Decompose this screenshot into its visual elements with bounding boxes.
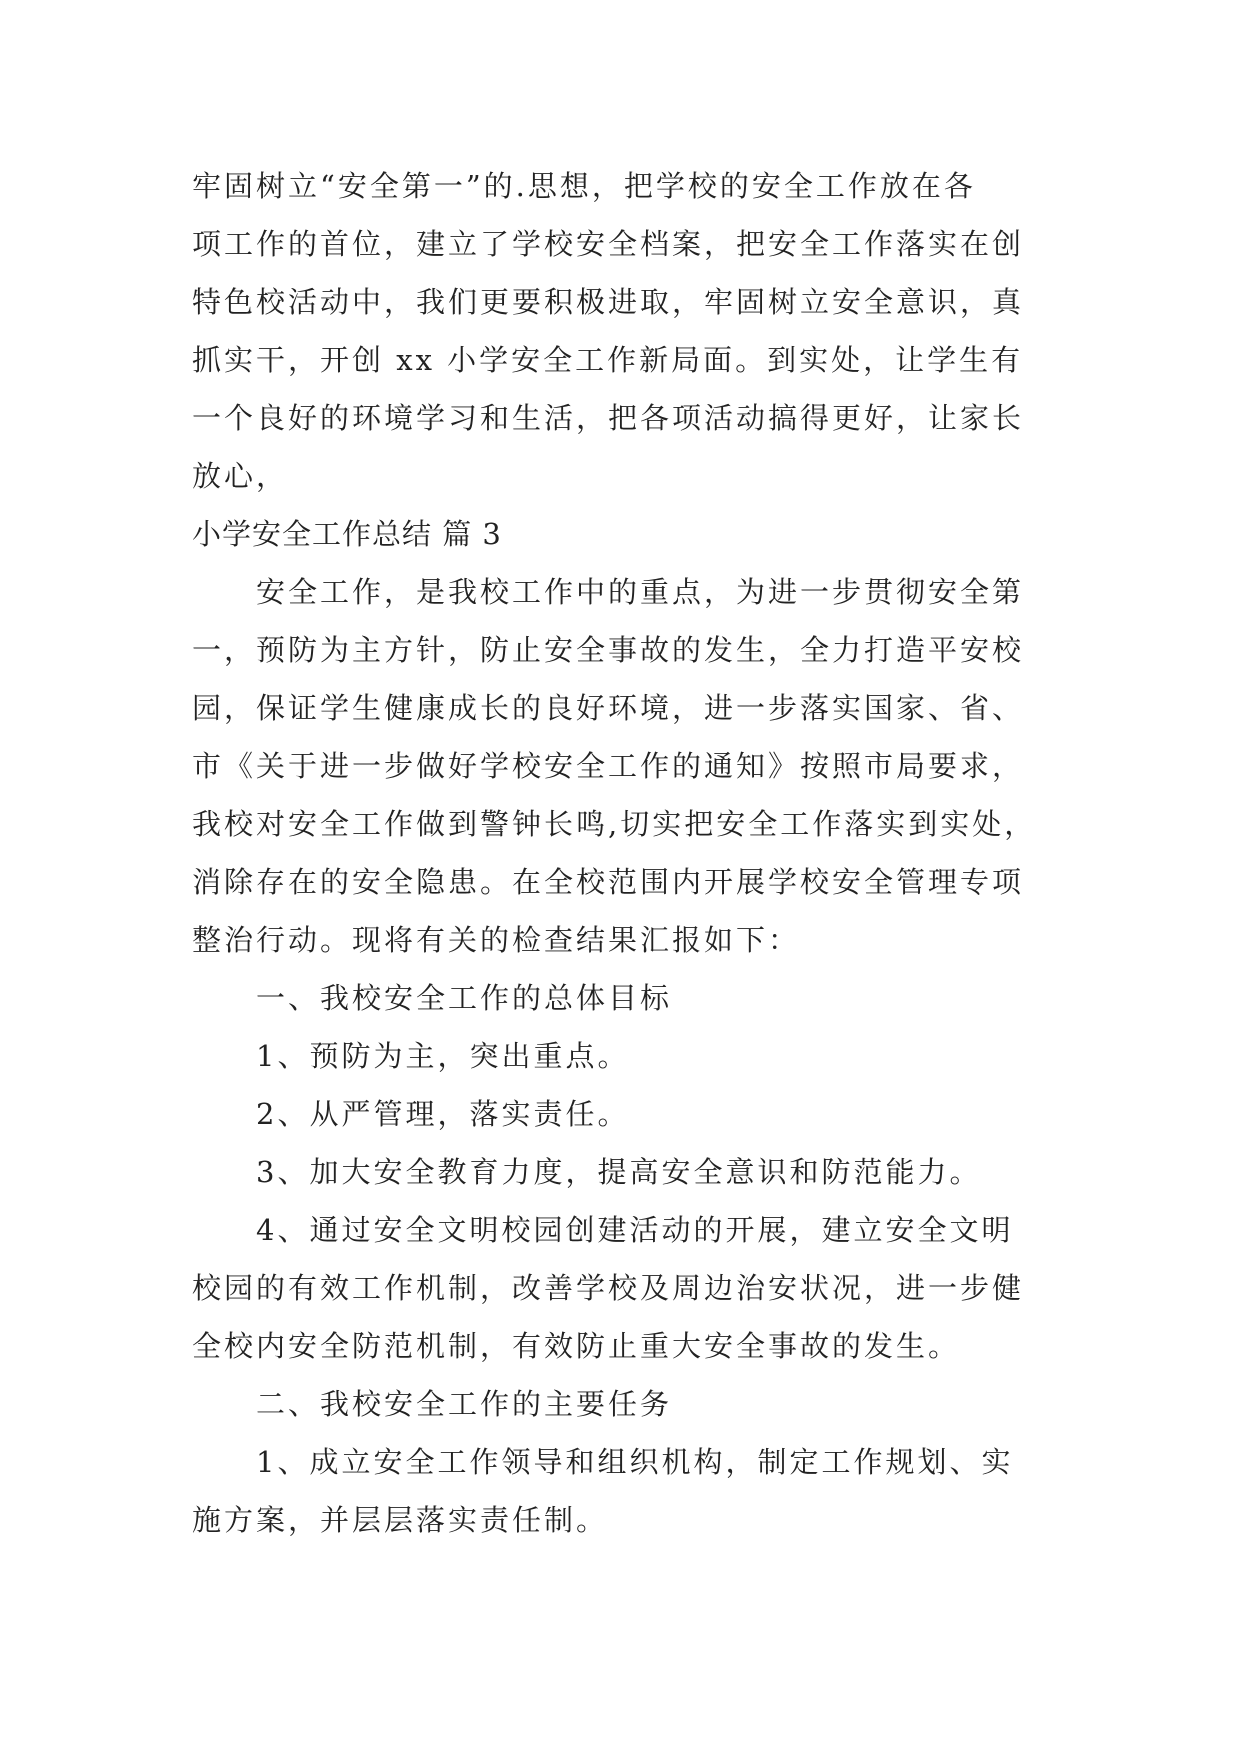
list-item: 2、从严管理，落实责任。 bbox=[256, 1097, 630, 1131]
subheading-line: 二、我校安全工作的主要任务 bbox=[256, 1387, 673, 1421]
paragraph-line: 园，保证学生健康成长的良好环境，进一步落实国家、省、 bbox=[192, 691, 1025, 725]
subheading-line: 一、我校安全工作的总体目标 bbox=[256, 981, 673, 1015]
list-item: 3、加大安全教育力度，提高安全意识和防范能力。 bbox=[256, 1155, 982, 1189]
paragraph-line: 牢固树立“安全第一”的.思想，把学校的安全工作放在各 bbox=[192, 169, 976, 203]
paragraph-line: 安全工作，是我校工作中的重点，为进一步贯彻安全第 bbox=[256, 575, 1025, 609]
paragraph-line: 放心， bbox=[192, 459, 289, 493]
list-item: 1、预防为主，突出重点。 bbox=[256, 1039, 630, 1073]
paragraph-line: 特色校活动中，我们更要积极进取，牢固树立安全意识，真 bbox=[192, 285, 1025, 319]
list-item: 4、通过安全文明校园创建活动的开展，建立安全文明 bbox=[256, 1213, 1014, 1247]
paragraph-line: 整治行动。现将有关的检查结果汇报如下： bbox=[192, 923, 801, 957]
paragraph-line: 项工作的首位，建立了学校安全档案，把安全工作落实在创 bbox=[192, 227, 1025, 261]
paragraph-line: 抓实干，开创 xx 小学安全工作新局面。到实处，让学生有 bbox=[192, 343, 1024, 377]
paragraph-line: 我校对安全工作做到警钟长鸣,切实把安全工作落实到实处， bbox=[192, 807, 1037, 841]
paragraph-line: 全校内安全防范机制，有效防止重大安全事故的发生。 bbox=[192, 1329, 961, 1363]
section-heading: 小学安全工作总结 篇 3 bbox=[192, 517, 502, 551]
document-body bbox=[192, 157, 1072, 1549]
paragraph-line: 施方案，并层层落实责任制。 bbox=[192, 1503, 609, 1537]
paragraph-line: 一，预防为主方针，防止安全事故的发生，全力打造平安校 bbox=[192, 633, 1025, 667]
paragraph-line: 一个良好的环境学习和生活，把各项活动搞得更好，让家长 bbox=[192, 401, 1025, 435]
paragraph-line: 校园的有效工作机制，改善学校及周边治安状况，进一步健 bbox=[192, 1271, 1025, 1305]
paragraph-line: 市《关于进一步做好学校安全工作的通知》按照市局要求， bbox=[192, 749, 1025, 783]
list-item: 1、成立安全工作领导和组织机构，制定工作规划、实 bbox=[256, 1445, 1014, 1479]
paragraph-line: 消除存在的安全隐患。在全校范围内开展学校安全管理专项 bbox=[192, 865, 1025, 899]
